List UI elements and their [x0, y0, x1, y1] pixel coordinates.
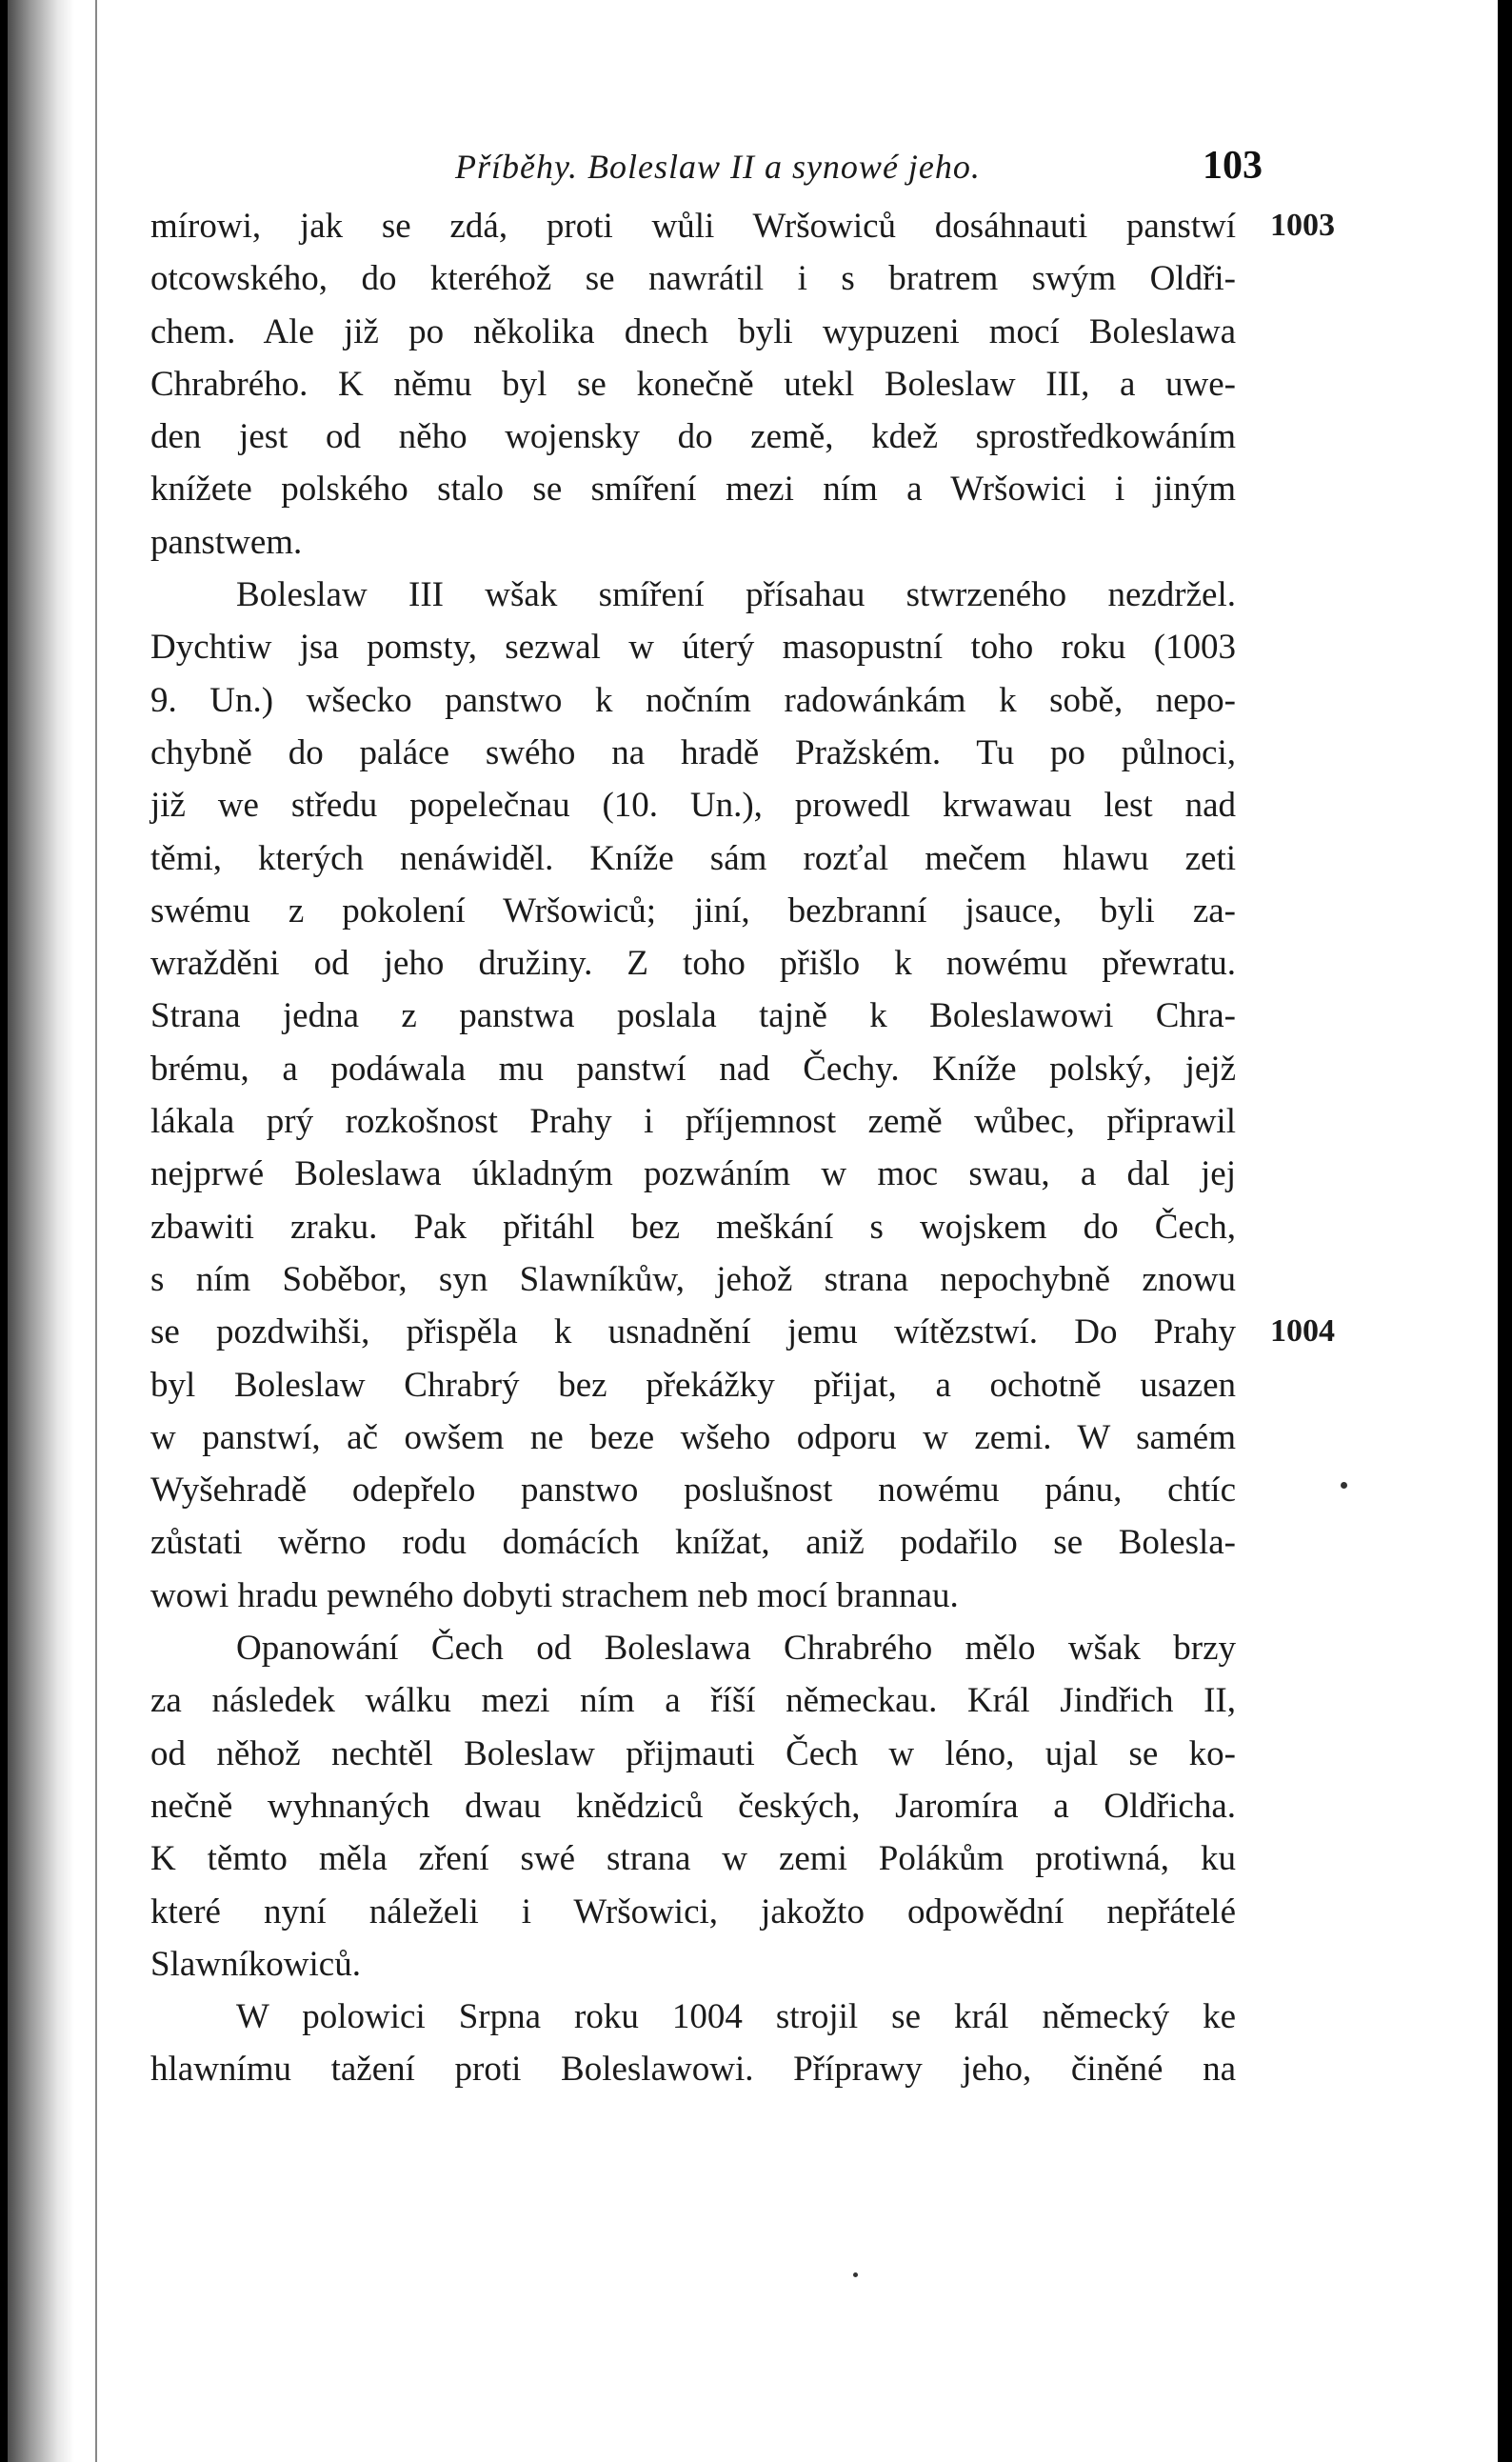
text-line: Wyšehradě odepřelo panstwo poslušnost nowému pánu, chtíc — [150, 1471, 1236, 1511]
text-line: W polowici Srpna roku 1004 strojil se král německý ke — [236, 1997, 1236, 2037]
text-line: již we středu popelečnau (10. Un.), prowedl krwawau lest nad — [150, 786, 1236, 826]
text-line: panstwem. — [150, 522, 303, 562]
text-line: chem. Ale již po několika dnech byli wypuzeni mocí Boleslawa — [150, 311, 1236, 351]
text-line: od něhož nechtěl Boleslaw přijmauti Čech w léno, ujal se ko- — [150, 1733, 1236, 1773]
text-line: wowi hradu pewného dobyti strachem neb mocí brannau. — [150, 1575, 959, 1615]
text-line: 9. Un.) wšecko panstwo k nočním radowánkám k sobě, nepo- — [150, 680, 1236, 720]
text-line: nečně wyhnaných dwau knědziců českých, Jaromíra a Oldřicha. — [150, 1786, 1236, 1826]
text-line: K těmto měla zření swé strana w zemi Polákům protiwná, ku — [150, 1839, 1236, 1879]
margin-year-note: 1004 — [1270, 1313, 1335, 1350]
speck — [853, 2272, 858, 2277]
text-line: byl Boleslaw Chrabrý bez překážky přijat, a ochotně usazen — [150, 1365, 1236, 1405]
text-line: swému z pokolení Wršowiců; jiní, bezbranní jsauce, byli za- — [150, 891, 1236, 931]
text-line: chybně do paláce swého na hradě Pražském. Tu po půlnoci, — [150, 732, 1236, 772]
text-line: Chrabrého. K němu byl se konečně utekl Boleslaw III, a uwe- — [150, 364, 1236, 404]
text-line: které nyní náleželi i Wršowici, jakožto odpowědní nepřátelé — [150, 1892, 1236, 1932]
text-line: nejprwé Boleslawa úkladným pozwáním w moc swau, a dal jej — [150, 1154, 1236, 1194]
body-text — [150, 200, 1236, 2096]
text-line: Dychtiw jsa pomsty, sezwal w úterý masopustní toho roku (1003 — [150, 628, 1236, 668]
text-line: den jest od něho wojensky do země, kdež sprostředkowáním — [150, 417, 1236, 457]
text-line: zůstati wěrno rodu domácích knížat, aniž podařilo se Bolesla- — [150, 1523, 1236, 1563]
text-line: lákala prý rozkošnost Prahy i příjemnost země wůbec, připrawil — [150, 1102, 1236, 1142]
text-line: zbawiti zraku. Pak přitáhl bez meškání s wojskem do Čech, — [150, 1207, 1236, 1247]
speck — [1341, 1482, 1347, 1489]
margin-year-note: 1003 — [1270, 208, 1335, 243]
text-line: Boleslaw III wšak smíření přísahau stwrzeného nezdržel. — [236, 575, 1236, 615]
text-line: hlawnímu tažení proti Boleslawowi. Příprawy jeho, činěné na — [150, 2050, 1236, 2090]
text-line: Strana jedna z panstwa poslala tajně k Boleslawowi Chra- — [150, 996, 1236, 1036]
page-header — [455, 144, 1263, 200]
gutter-line — [95, 0, 97, 2462]
text-line: Slawníkowiců. — [150, 1944, 361, 1984]
text-line: se pozdwihši, přispěla k usnadnění jemu wítězstwí. Do Prahy — [150, 1312, 1236, 1352]
text-line: těmi, kterých nenáwiděl. Kníže sám rozťal mečem hlawu zeti — [150, 838, 1236, 878]
running-title: Příběhy. Boleslaw II a synowé jeho. — [455, 148, 981, 186]
book-page — [8, 0, 1498, 2462]
text-line: brému, a podáwala mu panstwí nad Čechy. Kníže polský, jejž — [150, 1049, 1236, 1089]
page-number: 103 — [1203, 144, 1263, 188]
text-line: mírowi, jak se zdá, proti wůli Wršowiců dosáhnauti panstwí — [150, 207, 1236, 246]
text-line: wražděni od jeho družiny. Z toho přišlo k nowému přewratu. — [150, 944, 1236, 984]
text-line: w panstwí, ač owšem ne beze wšeho odporu w zemi. W samém — [150, 1417, 1236, 1457]
text-line: za následek wálku mezi ním a říší německau. Král Jindřich II, — [150, 1681, 1236, 1721]
text-line: Opanowání Čech od Boleslawa Chrabrého mělo wšak brzy — [236, 1629, 1236, 1669]
gutter-shadow — [8, 0, 74, 2462]
text-line: otcowského, do kteréhož se nawrátil i s bratrem swým Oldři- — [150, 259, 1236, 299]
text-line: s ním Soběbor, syn Slawníkůw, jehož strana nepochybně znowu — [150, 1259, 1236, 1299]
text-line: knížete polského stalo se smíření mezi ním a Wršowici i jiným — [150, 470, 1236, 510]
